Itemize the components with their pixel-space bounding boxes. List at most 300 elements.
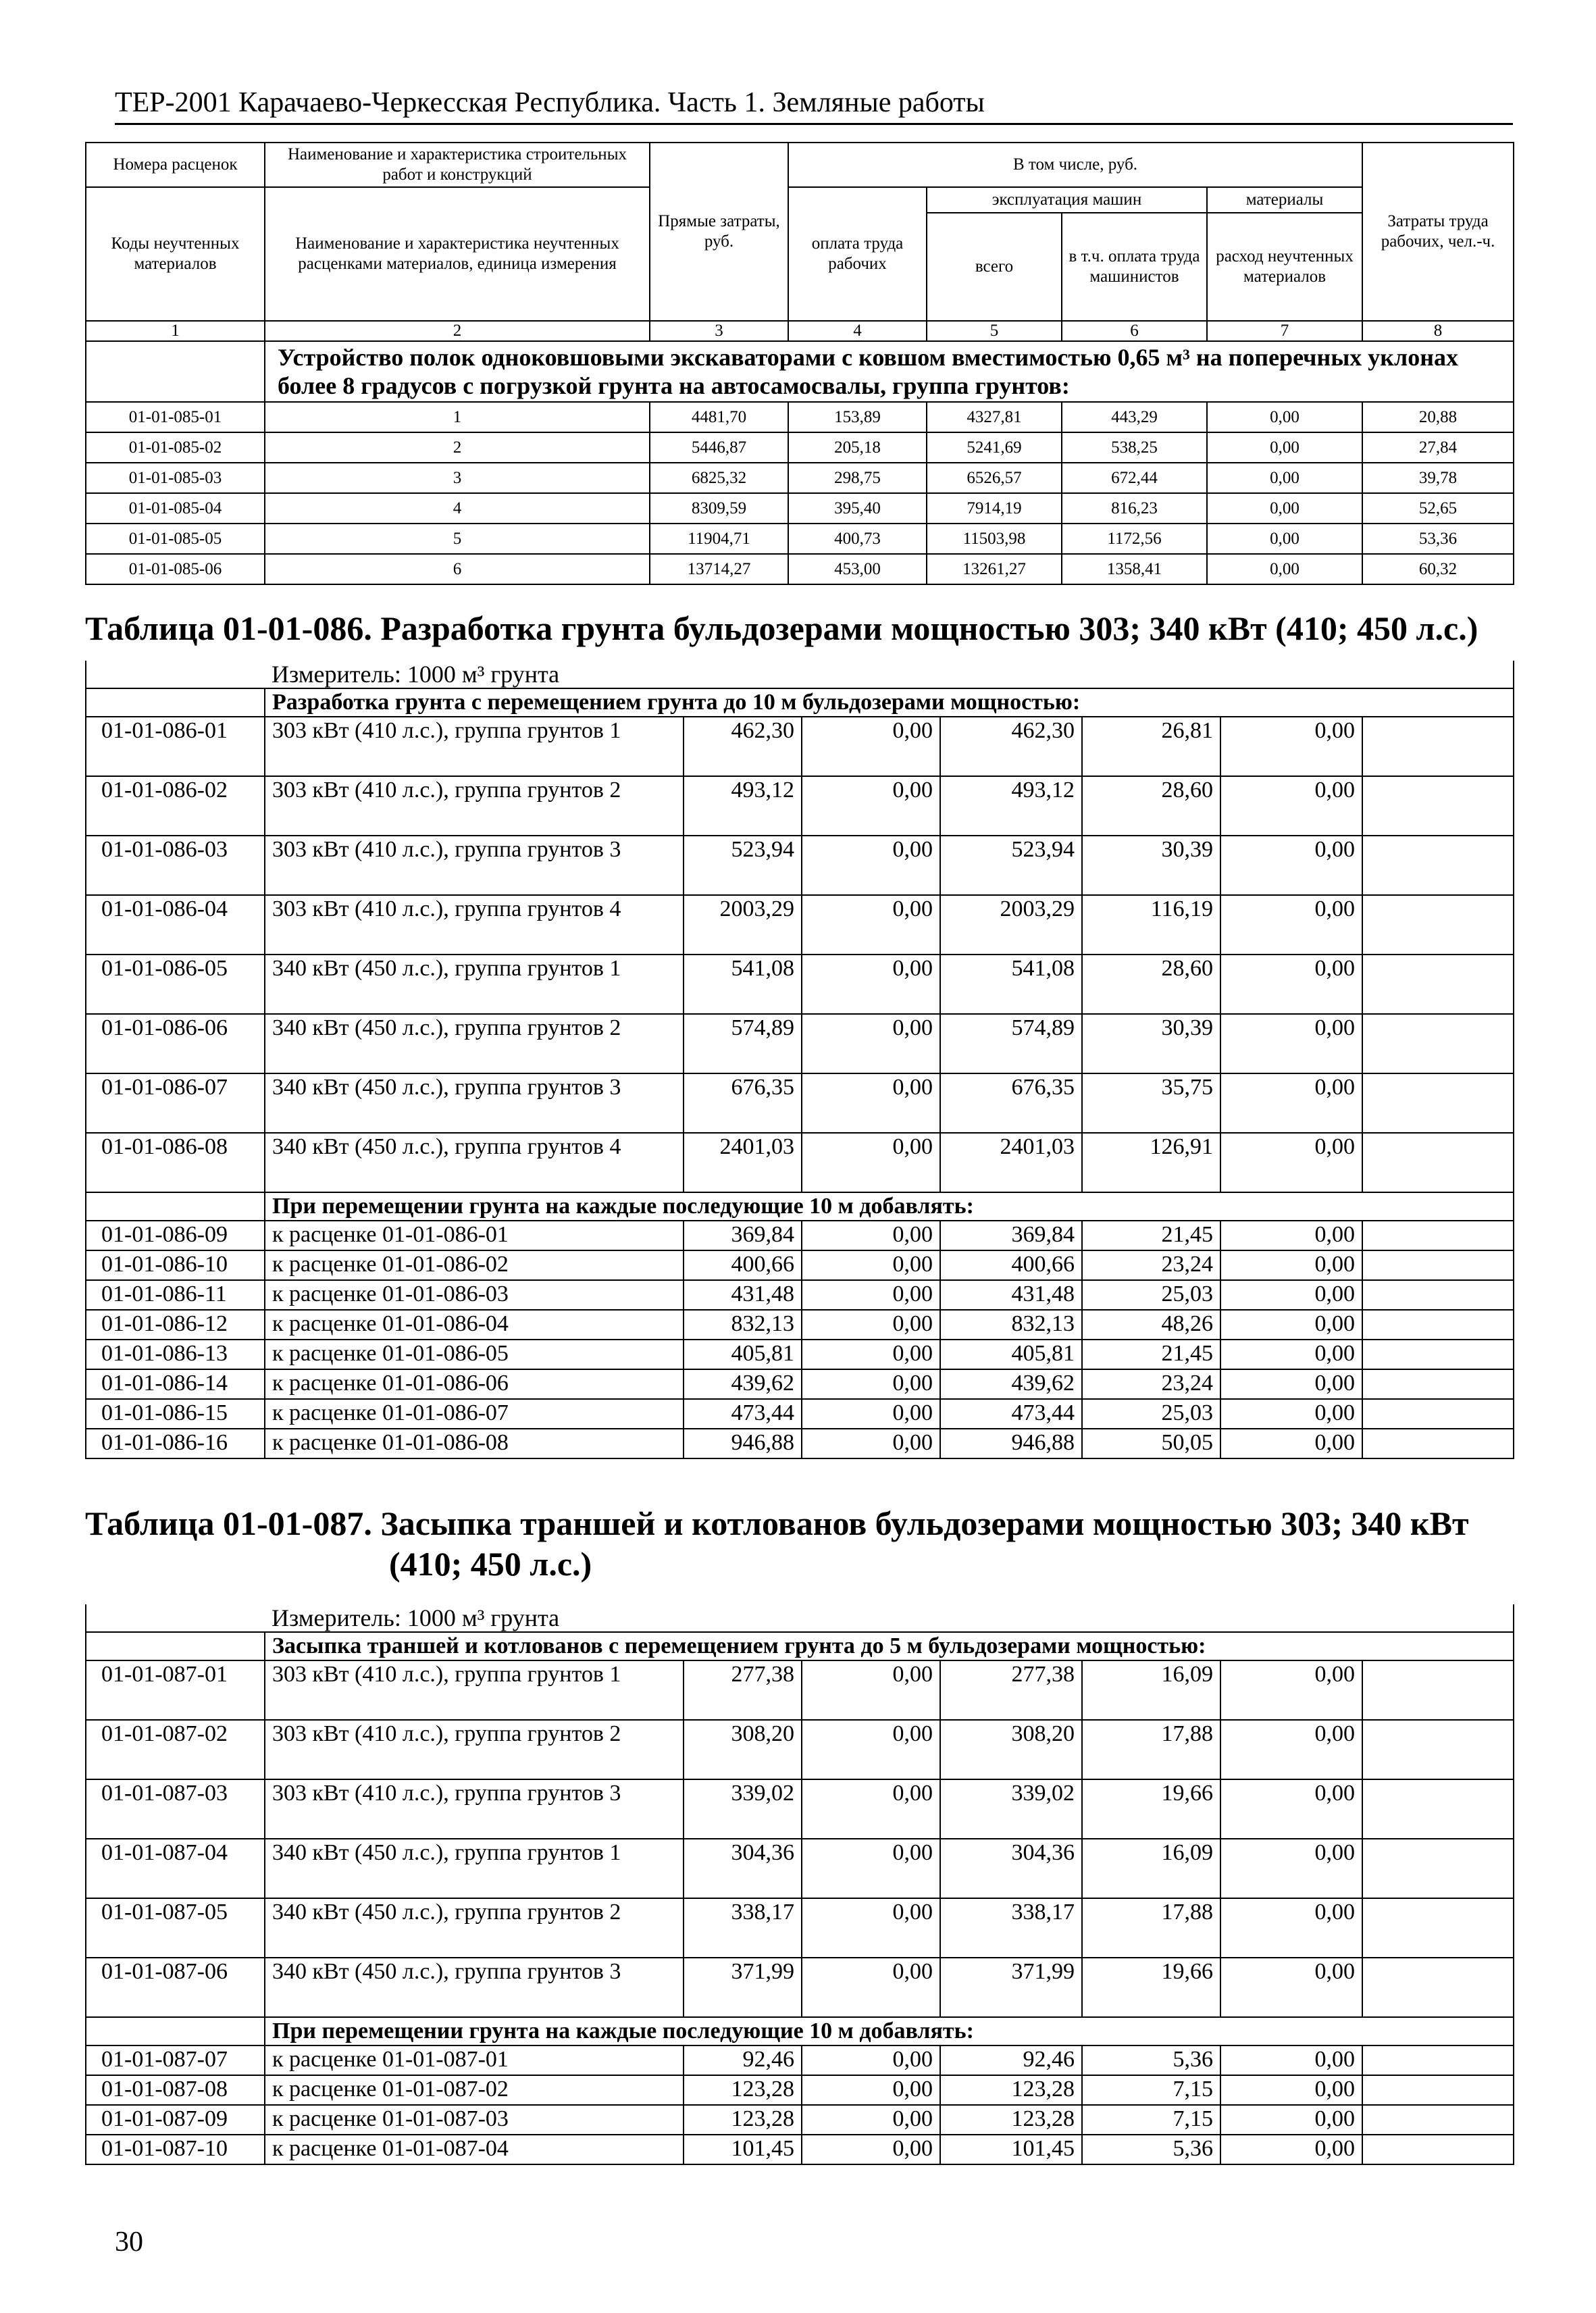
table-row	[86, 524, 1514, 554]
machinist-pay: 23,24	[1082, 1369, 1220, 1399]
rate-name: 340 кВт (450 л.с.), группа грунтов 3	[265, 1073, 684, 1133]
machinist-pay: 25,03	[1082, 1280, 1220, 1310]
labor-pay: 298,75	[788, 463, 927, 493]
machinist-pay: 30,39	[1082, 836, 1220, 895]
table-row	[86, 402, 1514, 432]
machinist-pay: 16,09	[1082, 1660, 1220, 1720]
labor-pay: 0,00	[802, 1340, 940, 1369]
direct-cost: 574,89	[684, 1014, 802, 1073]
labor-hours	[1362, 717, 1514, 776]
table-row	[86, 1073, 1514, 1133]
labor-hours	[1362, 1779, 1514, 1839]
materials-cost: 0,00	[1220, 1779, 1362, 1839]
rate-name: 303 кВт (410 л.с.), группа грунтов 3	[265, 1779, 684, 1839]
column-number: 8	[1362, 321, 1514, 341]
direct-cost: 541,08	[684, 955, 802, 1014]
machine-cost: 832,13	[940, 1310, 1082, 1340]
materials-cost: 0,00	[1220, 955, 1362, 1014]
materials-cost: 0,00	[1220, 895, 1362, 955]
measure-087: Измеритель: 1000 м³ грунта	[265, 1604, 1514, 1632]
materials-cost: 0,00	[1220, 1340, 1362, 1369]
rate-code: 01-01-086-05	[86, 955, 265, 1014]
direct-cost: 6825,32	[650, 463, 788, 493]
machine-cost: 123,28	[940, 2075, 1082, 2105]
machinist-pay: 30,39	[1082, 1014, 1220, 1073]
machine-cost: 400,66	[940, 1250, 1082, 1280]
machine-cost: 493,12	[940, 776, 1082, 836]
materials-cost: 0,00	[1220, 1898, 1362, 1958]
rate-name: к расценке 01-01-086-01	[265, 1221, 684, 1250]
table-row	[86, 955, 1514, 1014]
rate-name: 3	[265, 463, 650, 493]
machine-cost: 5241,69	[927, 432, 1062, 463]
materials-cost: 0,00	[1207, 524, 1362, 554]
table-row	[86, 895, 1514, 955]
rate-name: 303 кВт (410 л.с.), группа грунтов 1	[265, 1660, 684, 1720]
direct-cost: 473,44	[684, 1399, 802, 1429]
materials-cost: 0,00	[1220, 1369, 1362, 1399]
labor-pay: 0,00	[802, 1429, 940, 1458]
rate-name: к расценке 01-01-086-04	[265, 1310, 684, 1340]
direct-cost: 2401,03	[684, 1133, 802, 1192]
materials-cost: 0,00	[1220, 1720, 1362, 1779]
section-086-2: При перемещении грунта на каждые последующие 10 м добавлять:	[265, 1192, 1514, 1221]
section-086-1: Разработка грунта с перемещением грунта до 10 м бульдозерами мощностью:	[265, 688, 1514, 717]
machinist-pay: 23,24	[1082, 1250, 1220, 1280]
table-row	[86, 1720, 1514, 1779]
labor-pay: 0,00	[802, 1280, 940, 1310]
labor-hours: 20,88	[1362, 402, 1514, 432]
rate-code: 01-01-085-03	[86, 463, 265, 493]
rate-code: 01-01-087-07	[86, 2045, 265, 2075]
machine-cost: 13261,27	[927, 554, 1062, 584]
table-row	[86, 1250, 1514, 1280]
rate-name: 340 кВт (450 л.с.), группа грунтов 2	[265, 1898, 684, 1958]
machine-cost: 431,48	[940, 1280, 1082, 1310]
materials-cost: 0,00	[1220, 836, 1362, 895]
labor-hours	[1362, 1399, 1514, 1429]
rate-code: 01-01-087-03	[86, 1779, 265, 1839]
column-number: 3	[650, 321, 788, 341]
table-row	[86, 1221, 1514, 1250]
table-row	[86, 717, 1514, 776]
section-087-1: Засыпка траншей и котлованов с перемещением грунта до 5 м бульдозерами мощностью:	[265, 1632, 1514, 1660]
labor-hours	[1362, 1958, 1514, 2017]
rate-name: 303 кВт (410 л.с.), группа грунтов 2	[265, 1720, 684, 1779]
materials-cost: 0,00	[1207, 432, 1362, 463]
labor-hours	[1362, 955, 1514, 1014]
rate-code: 01-01-086-12	[86, 1310, 265, 1340]
table-row	[86, 1133, 1514, 1192]
direct-cost: 371,99	[684, 1958, 802, 2017]
labor-pay: 0,00	[802, 1014, 940, 1073]
table-row	[86, 1898, 1514, 1958]
rate-code: 01-01-085-05	[86, 524, 265, 554]
col-head-materials: материалы	[1207, 187, 1362, 213]
machine-cost: 541,08	[940, 955, 1082, 1014]
labor-hours	[1362, 895, 1514, 955]
labor-hours	[1362, 836, 1514, 895]
direct-cost: 4481,70	[650, 402, 788, 432]
labor-pay: 395,40	[788, 493, 927, 524]
rate-name: 340 кВт (450 л.с.), группа грунтов 4	[265, 1133, 684, 1192]
materials-cost: 0,00	[1220, 1310, 1362, 1340]
col-head-codes: Коды неучтенных материалов	[86, 187, 265, 321]
rate-code: 01-01-086-07	[86, 1073, 265, 1133]
machine-cost: 277,38	[940, 1660, 1082, 1720]
rate-code: 01-01-086-02	[86, 776, 265, 836]
page-header: ТЕР-2001 Карачаево-Черкесская Республика. Часть 1. Земляные работы	[115, 86, 1513, 125]
direct-cost: 92,46	[684, 2045, 802, 2075]
rate-name: 5	[265, 524, 650, 554]
direct-cost: 431,48	[684, 1280, 802, 1310]
machinist-pay: 21,45	[1082, 1221, 1220, 1250]
direct-cost: 462,30	[684, 717, 802, 776]
rate-name: 340 кВт (450 л.с.), группа грунтов 1	[265, 1839, 684, 1898]
machine-cost: 462,30	[940, 717, 1082, 776]
table-row	[86, 1779, 1514, 1839]
rates-table-087	[85, 1604, 1514, 2165]
labor-pay: 0,00	[802, 1958, 940, 2017]
table-row	[86, 1340, 1514, 1369]
direct-cost: 493,12	[684, 776, 802, 836]
column-number: 1	[86, 321, 265, 341]
rate-code: 01-01-086-01	[86, 717, 265, 776]
direct-cost: 400,66	[684, 1250, 802, 1280]
table-row	[86, 2105, 1514, 2135]
labor-pay: 0,00	[802, 1310, 940, 1340]
machinist-pay: 25,03	[1082, 1399, 1220, 1429]
materials-cost: 0,00	[1220, 776, 1362, 836]
labor-hours	[1362, 1073, 1514, 1133]
labor-hours	[1362, 776, 1514, 836]
rate-code: 01-01-087-08	[86, 2075, 265, 2105]
materials-cost: 0,00	[1207, 463, 1362, 493]
col-head-machines: эксплуатация машин	[927, 187, 1207, 213]
machinist-pay: 19,66	[1082, 1779, 1220, 1839]
table-row	[86, 1839, 1514, 1898]
rows-087-1	[86, 1660, 1514, 2017]
labor-hours	[1362, 1133, 1514, 1192]
col-head-incl: В том числе, руб.	[788, 143, 1362, 187]
materials-cost: 0,00	[1220, 1839, 1362, 1898]
machine-cost: 2401,03	[940, 1133, 1082, 1192]
machinist-pay: 26,81	[1082, 717, 1220, 776]
rate-name: к расценке 01-01-086-05	[265, 1340, 684, 1369]
table-row	[86, 1660, 1514, 1720]
rate-name: к расценке 01-01-087-02	[265, 2075, 684, 2105]
labor-hours	[1362, 1310, 1514, 1340]
machine-cost: 7914,19	[927, 493, 1062, 524]
machine-cost: 308,20	[940, 1720, 1082, 1779]
direct-cost: 2003,29	[684, 895, 802, 955]
labor-pay: 400,73	[788, 524, 927, 554]
labor-hours	[1362, 1898, 1514, 1958]
rate-code: 01-01-087-09	[86, 2105, 265, 2135]
materials-cost: 0,00	[1220, 1399, 1362, 1429]
rows-087-2	[86, 2045, 1514, 2164]
machine-cost: 6526,57	[927, 463, 1062, 493]
labor-pay: 0,00	[802, 1898, 940, 1958]
col-head-rates: Номера расценок	[86, 143, 265, 187]
machine-cost: 339,02	[940, 1779, 1082, 1839]
direct-cost: 405,81	[684, 1340, 802, 1369]
labor-hours	[1362, 1369, 1514, 1399]
rate-code: 01-01-086-15	[86, 1399, 265, 1429]
rate-name: 340 кВт (450 л.с.), группа грунтов 3	[265, 1958, 684, 2017]
machinist-pay: 1358,41	[1062, 554, 1207, 584]
labor-hours	[1362, 1429, 1514, 1458]
labor-hours: 52,65	[1362, 493, 1514, 524]
labor-hours	[1362, 1014, 1514, 1073]
table-row	[86, 2045, 1514, 2075]
machine-cost: 473,44	[940, 1399, 1082, 1429]
rate-name: 303 кВт (410 л.с.), группа грунтов 3	[265, 836, 684, 895]
table-title-086: Таблица 01-01-086. Разработка грунта бульдозерами мощностью 303; 340 кВт (410; 450 л.с.)	[85, 609, 1478, 647]
materials-cost: 0,00	[1220, 2105, 1362, 2135]
machinist-pay: 126,91	[1082, 1133, 1220, 1192]
measure-086: Измеритель: 1000 м³ грунта	[265, 661, 1514, 688]
labor-hours: 27,84	[1362, 432, 1514, 463]
materials-cost: 0,00	[1207, 402, 1362, 432]
column-number: 2	[265, 321, 650, 341]
machinist-pay: 48,26	[1082, 1310, 1220, 1340]
machine-cost: 123,28	[940, 2105, 1082, 2135]
column-number: 4	[788, 321, 927, 341]
rate-name: 6	[265, 554, 650, 584]
rows-086-2	[86, 1221, 1514, 1458]
labor-pay: 0,00	[802, 955, 940, 1014]
direct-cost: 308,20	[684, 1720, 802, 1779]
table-title-087	[85, 1503, 1513, 1584]
labor-hours	[1362, 1340, 1514, 1369]
rate-code: 01-01-087-02	[86, 1720, 265, 1779]
rate-name: 303 кВт (410 л.с.), группа грунтов 2	[265, 776, 684, 836]
materials-cost: 0,00	[1220, 2045, 1362, 2075]
machinist-pay: 5,36	[1082, 2045, 1220, 2075]
machine-cost: 101,45	[940, 2135, 1082, 2164]
machinist-pay: 21,45	[1082, 1340, 1220, 1369]
col-head-direct: Прямые затраты, руб.	[650, 143, 788, 321]
table-row	[86, 2075, 1514, 2105]
machinist-pay: 35,75	[1082, 1073, 1220, 1133]
labor-pay: 0,00	[802, 2045, 940, 2075]
rate-name: 2	[265, 432, 650, 463]
machine-cost: 2003,29	[940, 895, 1082, 955]
machinist-pay: 50,05	[1082, 1429, 1220, 1458]
machine-cost: 4327,81	[927, 402, 1062, 432]
labor-hours	[1362, 2075, 1514, 2105]
labor-pay: 0,00	[802, 1720, 940, 1779]
rate-name: 303 кВт (410 л.с.), группа грунтов 1	[265, 717, 684, 776]
machinist-pay: 672,44	[1062, 463, 1207, 493]
machine-cost: 369,84	[940, 1221, 1082, 1250]
rate-name: к расценке 01-01-087-04	[265, 2135, 684, 2164]
direct-cost: 369,84	[684, 1221, 802, 1250]
labor-pay: 0,00	[802, 1399, 940, 1429]
machinist-pay: 1172,56	[1062, 524, 1207, 554]
materials-cost: 0,00	[1220, 1660, 1362, 1720]
rate-name: к расценке 01-01-086-06	[265, 1369, 684, 1399]
labor-hours	[1362, 1660, 1514, 1720]
table-row	[86, 493, 1514, 524]
labor-hours	[1362, 1839, 1514, 1898]
col-head-mat-name: Наименование и характеристика неучтенных расценками материалов, единица измерения	[265, 187, 650, 321]
direct-cost: 5446,87	[650, 432, 788, 463]
labor-pay: 0,00	[802, 1221, 940, 1250]
materials-cost: 0,00	[1207, 493, 1362, 524]
rate-name: к расценке 01-01-087-03	[265, 2105, 684, 2135]
materials-cost: 0,00	[1220, 1429, 1362, 1458]
rate-code: 01-01-085-04	[86, 493, 265, 524]
machine-cost: 11503,98	[927, 524, 1062, 554]
machinist-pay: 28,60	[1082, 955, 1220, 1014]
labor-hours: 60,32	[1362, 554, 1514, 584]
direct-cost: 13714,27	[650, 554, 788, 584]
rate-code: 01-01-086-11	[86, 1280, 265, 1310]
labor-hours	[1362, 1720, 1514, 1779]
rate-code: 01-01-086-10	[86, 1250, 265, 1280]
rate-name: 340 кВт (450 л.с.), группа грунтов 2	[265, 1014, 684, 1073]
col-head-mat-sub: расход неучтенных материалов	[1207, 213, 1362, 321]
rate-code: 01-01-085-06	[86, 554, 265, 584]
machinist-pay: 5,36	[1082, 2135, 1220, 2164]
direct-cost: 338,17	[684, 1898, 802, 1958]
col-head-machinist-pay: в т.ч. оплата труда машинистов	[1062, 213, 1207, 321]
labor-pay: 0,00	[802, 2105, 940, 2135]
labor-pay: 0,00	[802, 1250, 940, 1280]
labor-pay: 205,18	[788, 432, 927, 463]
labor-pay: 0,00	[802, 895, 940, 955]
labor-hours	[1362, 2135, 1514, 2164]
labor-hours	[1362, 1280, 1514, 1310]
labor-hours: 39,78	[1362, 463, 1514, 493]
machine-cost: 304,36	[940, 1839, 1082, 1898]
column-numbers-row	[86, 321, 1514, 341]
table-row	[86, 2135, 1514, 2164]
rate-name: к расценке 01-01-087-01	[265, 2045, 684, 2075]
labor-pay: 0,00	[802, 1779, 940, 1839]
machine-cost: 405,81	[940, 1340, 1082, 1369]
rate-code: 01-01-087-10	[86, 2135, 265, 2164]
labor-hours	[1362, 1250, 1514, 1280]
table-row	[86, 776, 1514, 836]
rate-code: 01-01-086-08	[86, 1133, 265, 1192]
labor-pay: 153,89	[788, 402, 927, 432]
machinist-pay: 17,88	[1082, 1898, 1220, 1958]
table-row	[86, 1280, 1514, 1310]
rows-086-1	[86, 717, 1514, 1192]
machinist-pay: 16,09	[1082, 1839, 1220, 1898]
machinist-pay: 116,19	[1082, 895, 1220, 955]
rate-code: 01-01-086-16	[86, 1429, 265, 1458]
labor-pay: 0,00	[802, 1073, 940, 1133]
direct-cost: 277,38	[684, 1660, 802, 1720]
column-number: 7	[1207, 321, 1362, 341]
rate-name: к расценке 01-01-086-07	[265, 1399, 684, 1429]
direct-cost: 523,94	[684, 836, 802, 895]
rate-code: 01-01-087-06	[86, 1958, 265, 2017]
machine-cost: 92,46	[940, 2045, 1082, 2075]
rate-code: 01-01-086-14	[86, 1369, 265, 1399]
direct-cost: 11904,71	[650, 524, 788, 554]
rate-code: 01-01-085-02	[86, 432, 265, 463]
table-row	[86, 1369, 1514, 1399]
table-row	[86, 1399, 1514, 1429]
machinist-pay: 7,15	[1082, 2105, 1220, 2135]
table-row	[86, 1014, 1514, 1073]
machinist-pay: 816,23	[1062, 493, 1207, 524]
machine-cost: 676,35	[940, 1073, 1082, 1133]
labor-pay: 0,00	[802, 1839, 940, 1898]
materials-cost: 0,00	[1220, 1073, 1362, 1133]
direct-cost: 123,28	[684, 2075, 802, 2105]
direct-cost: 8309,59	[650, 493, 788, 524]
rate-code: 01-01-086-06	[86, 1014, 265, 1073]
machinist-pay: 19,66	[1082, 1958, 1220, 2017]
labor-pay: 0,00	[802, 1369, 940, 1399]
rate-code: 01-01-085-01	[86, 402, 265, 432]
labor-pay: 0,00	[802, 2135, 940, 2164]
materials-cost: 0,00	[1220, 1958, 1362, 2017]
table-row	[86, 1958, 1514, 2017]
materials-cost: 0,00	[1207, 554, 1362, 584]
rate-code: 01-01-086-13	[86, 1340, 265, 1369]
rates-table-086	[85, 661, 1514, 1459]
col-head-mach-total: всего	[927, 213, 1062, 321]
rate-name: 4	[265, 493, 650, 524]
labor-pay: 0,00	[802, 717, 940, 776]
machine-cost: 439,62	[940, 1369, 1082, 1399]
direct-cost: 339,02	[684, 1779, 802, 1839]
machinist-pay: 17,88	[1082, 1720, 1220, 1779]
direct-cost: 676,35	[684, 1073, 802, 1133]
direct-cost: 101,45	[684, 2135, 802, 2164]
rate-name: к расценке 01-01-086-02	[265, 1250, 684, 1280]
col-head-pay: оплата труда рабочих	[788, 187, 927, 321]
column-number: 5	[927, 321, 1062, 341]
materials-cost: 0,00	[1220, 1280, 1362, 1310]
machine-cost: 523,94	[940, 836, 1082, 895]
materials-cost: 0,00	[1220, 1014, 1362, 1073]
table-row	[86, 554, 1514, 584]
rate-code: 01-01-086-04	[86, 895, 265, 955]
machinist-pay: 7,15	[1082, 2075, 1220, 2105]
rate-code: 01-01-086-09	[86, 1221, 265, 1250]
labor-hours	[1362, 2045, 1514, 2075]
machine-cost: 338,17	[940, 1898, 1082, 1958]
rates-table-085	[85, 142, 1514, 585]
materials-cost: 0,00	[1220, 2135, 1362, 2164]
labor-pay: 453,00	[788, 554, 927, 584]
labor-pay: 0,00	[802, 776, 940, 836]
rate-code: 01-01-087-04	[86, 1839, 265, 1898]
direct-cost: 832,13	[684, 1310, 802, 1340]
labor-hours	[1362, 1221, 1514, 1250]
table-row	[86, 1429, 1514, 1458]
rate-name: 340 кВт (450 л.с.), группа грунтов 1	[265, 955, 684, 1014]
labor-hours	[1362, 2105, 1514, 2135]
labor-hours: 53,36	[1362, 524, 1514, 554]
labor-pay: 0,00	[802, 2075, 940, 2105]
rate-name: 1	[265, 402, 650, 432]
labor-pay: 0,00	[802, 1133, 940, 1192]
table-row	[86, 836, 1514, 895]
machinist-pay: 538,25	[1062, 432, 1207, 463]
materials-cost: 0,00	[1220, 1133, 1362, 1192]
page-number: 30	[115, 2227, 143, 2258]
machinist-pay: 28,60	[1082, 776, 1220, 836]
